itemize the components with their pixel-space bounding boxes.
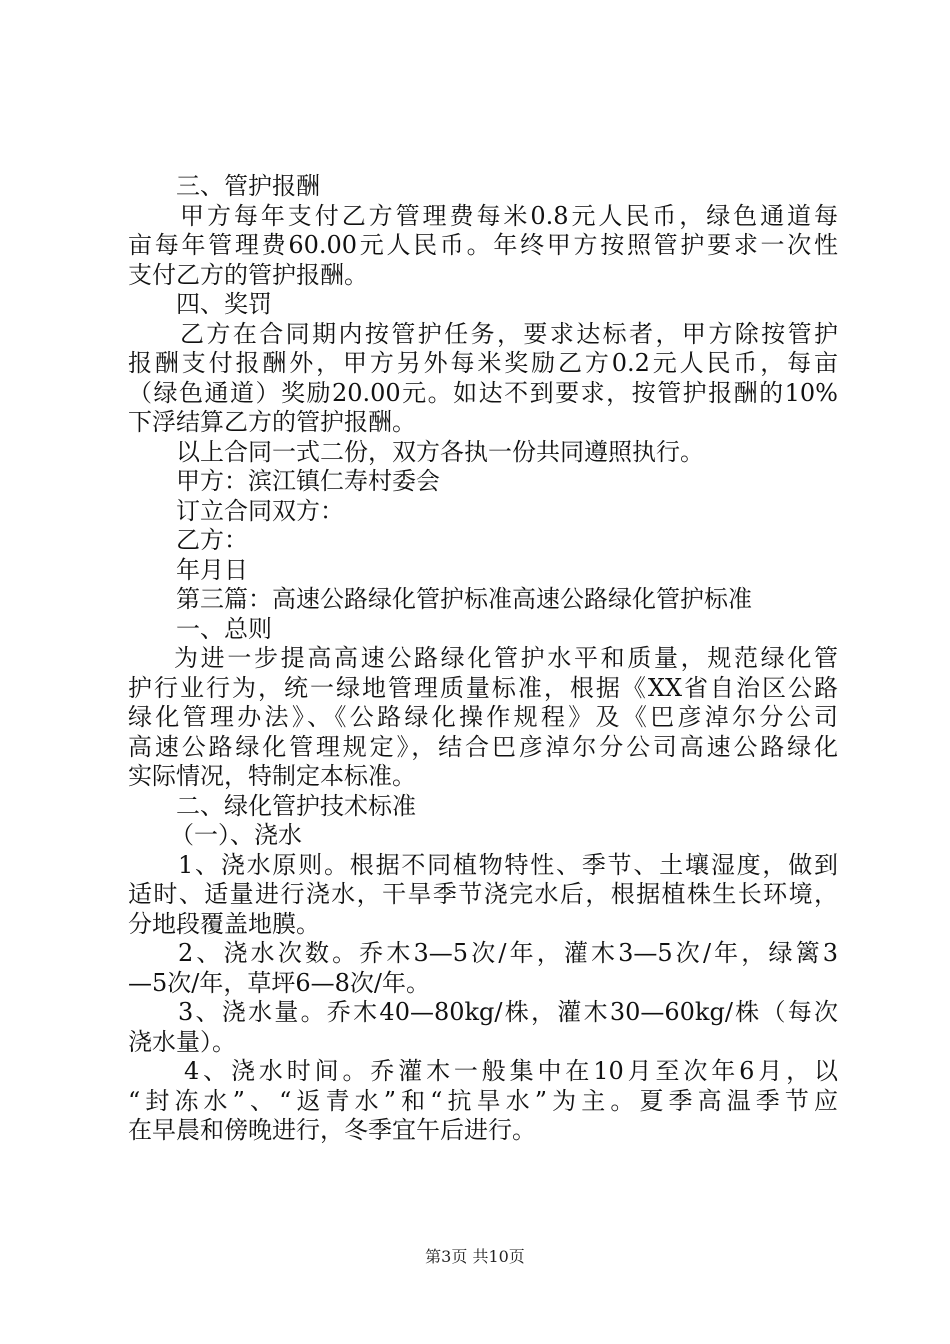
text-line: 以上合同一式二份，双方各执一份共同遵照执行。 xyxy=(176,437,704,466)
text-line: 为进一步提高高速公路绿化管护水平和质量，规范绿化管 xyxy=(174,644,838,672)
text-line: —5次/年，草坪6—8次/年。 xyxy=(128,968,430,997)
text-line: 第三篇：高速公路绿化管护标准高速公路绿化管护标准 xyxy=(176,585,752,613)
text-line: 三、管护报酬 xyxy=(176,172,320,200)
text-line: “封冻水”、“返青水”和“抗旱水”为主。夏季高温季节应 xyxy=(128,1086,838,1115)
text-line: 订立合同双方： xyxy=(176,496,344,525)
text-line: 2、浇水次数。乔木3—5次/年，灌木3—5次/年，绿篱3 xyxy=(178,939,838,967)
text-line: 绿化管理办法》、《公路绿化操作规程》及《巴彦淖尔分公司 xyxy=(128,703,838,731)
text-line: 报酬支付报酬外，甲方另外每米奖励乙方0.2元人民币，每亩 xyxy=(128,349,838,377)
text-line: 乙方在合同期内按管护任务，要求达标者，甲方除按管护 xyxy=(180,319,838,348)
text-line: 实际情况，特制定本标准。 xyxy=(128,762,416,790)
page-footer: 第3页 共10页 xyxy=(425,1247,525,1266)
text-line: 1、浇水原则。根据不同植物特性、季节、土壤湿度，做到 xyxy=(178,850,838,879)
document-body xyxy=(128,172,838,1146)
text-line: 浇水量）。 xyxy=(128,1027,236,1056)
text-line: 4、浇水时间。乔灌木一般集中在10月至次年6月，以 xyxy=(184,1057,838,1085)
text-line: 二、绿化管护技术标准 xyxy=(176,791,416,820)
text-line: 一、总则 xyxy=(176,614,272,643)
text-line: 甲方：滨江镇仁寿村委会 xyxy=(176,467,440,495)
text-line: 适时、适量进行浇水，干旱季节浇完水后，根据植株生长环境， xyxy=(128,880,838,908)
text-line: 高速公路绿化管理规定》，结合巴彦淖尔分公司高速公路绿化 xyxy=(128,732,838,761)
text-line: 3、浇水量。乔木40—80kg/株，灌木30—60kg/株（每次 xyxy=(178,998,838,1026)
text-line: 在早晨和傍晚进行，冬季宜午后进行。 xyxy=(128,1116,536,1144)
text-line: 亩每年管理费60.00元人民币。年终甲方按照管护要求一次性 xyxy=(128,231,838,259)
text-line: （一）、浇水 xyxy=(170,821,302,849)
text-line: 下浮结算乙方的管护报酬。 xyxy=(128,408,416,436)
text-line: 四、奖罚 xyxy=(176,290,272,318)
text-line: （绿色通道）奖励20.00元。如达不到要求，按管护报酬的10% xyxy=(128,378,838,407)
text-line: 年月日 xyxy=(176,555,248,584)
text-line: 甲方每年支付乙方管理费每米0.8元人民币，绿色通道每 xyxy=(180,201,838,230)
text-line: 分地段覆盖地膜。 xyxy=(128,909,320,938)
text-line: 支付乙方的管护报酬。 xyxy=(128,260,368,289)
text-line: 护行业行为，统一绿地管理质量标准，根据《XX省自治区公路 xyxy=(128,673,838,702)
text-line: 乙方： xyxy=(176,526,248,554)
